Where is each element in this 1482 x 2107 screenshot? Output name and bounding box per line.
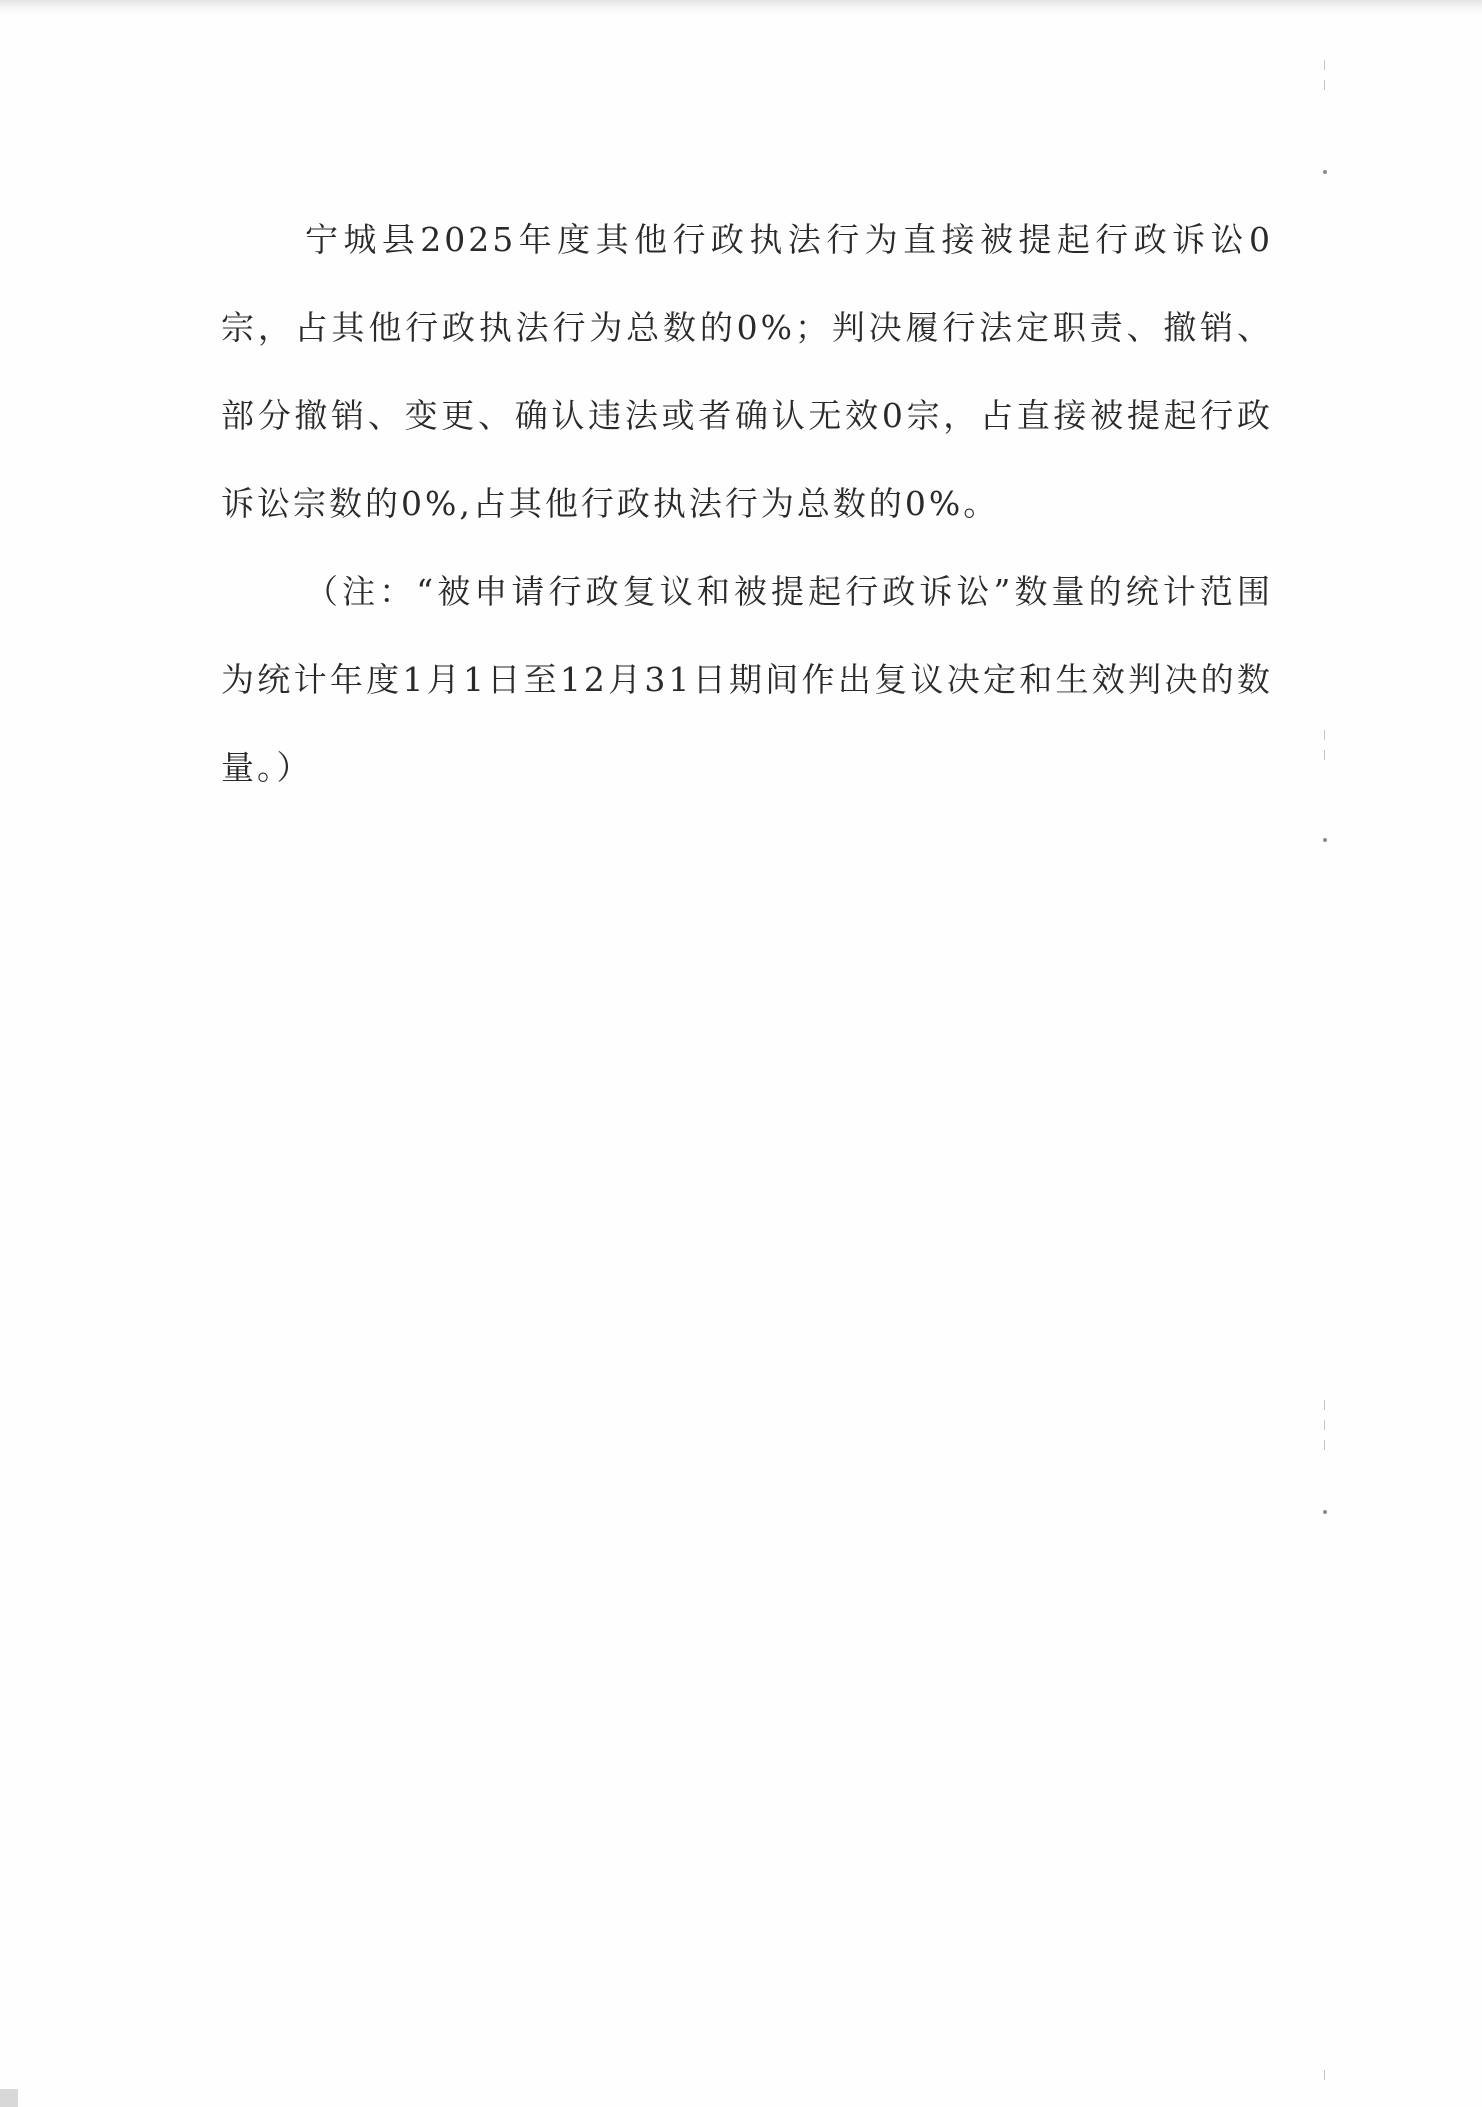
paragraph-litigation-stats: 宁城县2025年度其他行政执法行为直接被提起行政诉讼0宗，占其他行政执法行为总数的0%；判决履行法定职责、撤销、部分撤销、变更、确认违法或者确认无效0宗，占直接被提起行政诉讼宗数的0%,占其他行政执法行为总数的0%。	[221, 220, 1273, 523]
scan-tick	[1324, 730, 1325, 740]
scan-tick	[1324, 750, 1325, 760]
scan-tick	[1324, 2070, 1325, 2080]
scan-top-edge	[0, 0, 1482, 14]
paragraph-note: （注：“被申请行政复议和被提起行政诉讼”数量的统计范围为统计年度1月1日至12月31日期间作出复议决定和生效判决的数量。）	[221, 572, 1273, 787]
scan-tick	[1324, 1420, 1325, 1430]
scan-corner-shadow	[0, 2089, 18, 2107]
document-body	[221, 196, 1273, 812]
binding-hole-mark	[1323, 170, 1327, 174]
scan-tick	[1324, 80, 1325, 90]
scan-tick	[1324, 1440, 1325, 1450]
binding-hole-mark	[1323, 1510, 1327, 1514]
binding-hole-mark	[1323, 838, 1327, 842]
scan-tick	[1324, 60, 1325, 70]
scan-tick	[1324, 1400, 1325, 1410]
